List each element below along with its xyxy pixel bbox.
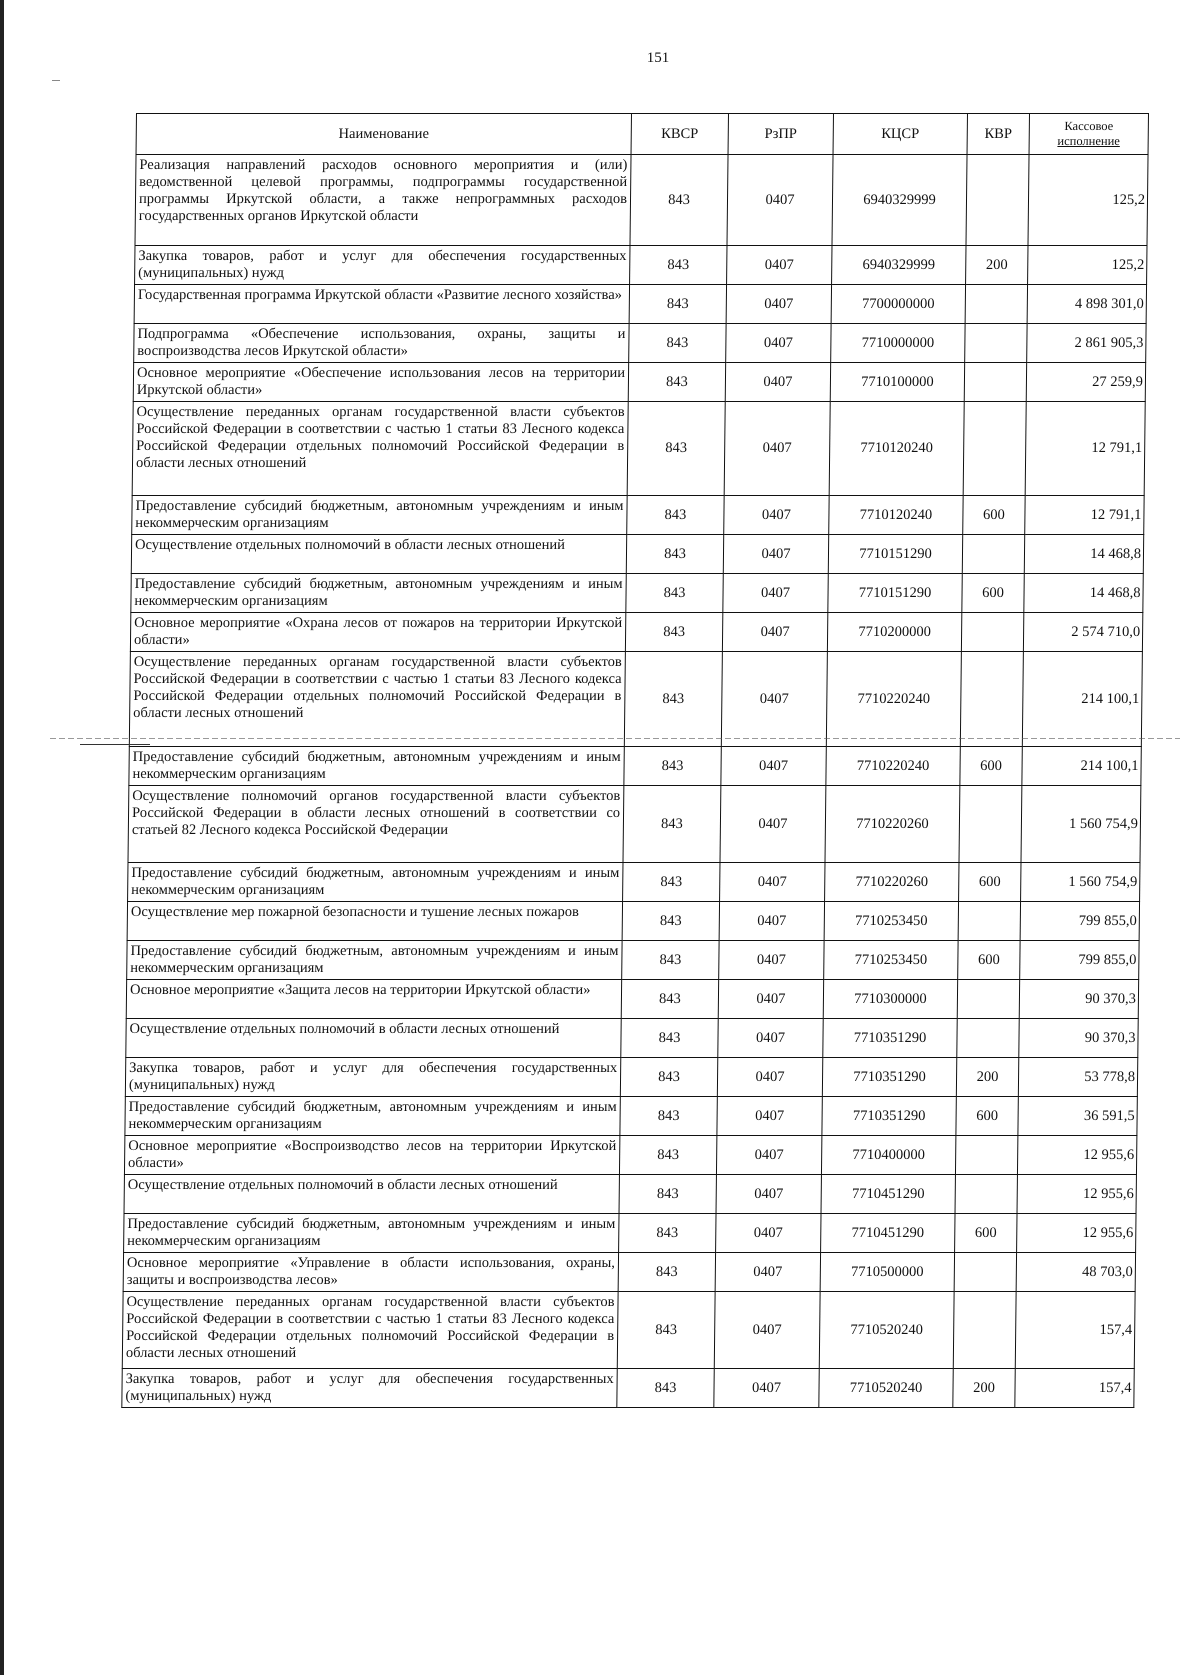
row-kvr	[955, 1136, 1017, 1175]
row-name: Основное мероприятие «Управление в области использования, охраны, защиты и воспроизводства лесов»	[123, 1253, 618, 1292]
row-kvsr: 843	[624, 747, 721, 786]
header-kcsr: КЦСР	[833, 114, 967, 155]
budget-table-wrapper	[121, 113, 1148, 1408]
row-kcsr: 7710351290	[823, 1019, 957, 1058]
row-kcsr: 7710220260	[825, 786, 960, 863]
row-amount: 53 778,8	[1018, 1058, 1137, 1097]
row-amount: 36 591,5	[1018, 1097, 1137, 1136]
header-name: Наименование	[136, 114, 631, 155]
table-row	[122, 1292, 1135, 1369]
table-row	[127, 941, 1139, 980]
row-kvsr: 843	[624, 652, 722, 747]
row-rzpr: 0407	[716, 1214, 821, 1253]
table-row	[135, 155, 1148, 246]
row-kvsr: 843	[620, 1058, 717, 1097]
row-rzpr: 0407	[719, 941, 824, 980]
row-kcsr: 7710300000	[823, 980, 957, 1019]
row-amount: 2 574 710,0	[1023, 613, 1142, 652]
row-kvsr: 843	[622, 902, 719, 941]
row-kvr: 600	[955, 1214, 1017, 1253]
row-rzpr: 0407	[716, 1175, 821, 1214]
row-amount: 214 100,1	[1022, 652, 1142, 747]
row-rzpr: 0407	[716, 1136, 821, 1175]
table-row	[129, 652, 1142, 747]
row-kvsr: 843	[617, 1292, 715, 1369]
table-header-row	[136, 114, 1148, 155]
row-name: Осуществление переданных органам государственной власти субъектов Российской Федерации в соответствии с частью 1 статьи 83 Лесного кодекса Российской Федерации отдельных полномочий Российской Федерации в области лесных отношений	[129, 652, 625, 747]
table-row	[132, 496, 1144, 535]
row-kvsr: 843	[619, 1136, 716, 1175]
row-amount: 12 955,6	[1017, 1214, 1136, 1253]
row-kvsr: 843	[619, 1175, 716, 1214]
row-name: Основное мероприятие «Воспроизводство лесов на территории Иркутской области»	[124, 1136, 619, 1175]
row-name: Осуществление полномочий органов государственной власти субъектов Российской Федерации в области лесных отношений в соответствии со статьей 82 Лесного кодекса Российской Федерации	[128, 786, 624, 863]
row-kvsr: 843	[626, 535, 723, 574]
row-rzpr: 0407	[726, 285, 831, 324]
row-rzpr: 0407	[719, 902, 824, 941]
row-amount: 2 861 905,3	[1027, 324, 1146, 363]
row-kvr	[963, 402, 1026, 496]
row-rzpr: 0407	[721, 652, 827, 747]
row-kvr	[962, 535, 1024, 574]
row-amount: 12 791,1	[1025, 402, 1145, 496]
row-name: Реализация направлений расходов основного мероприятия и (или) ведомственной целевой программы, подпрограммы государственной программы Иркутской области, а также непрограммных расходов государственных органов Иркутской области	[135, 155, 631, 246]
row-rzpr: 0407	[723, 574, 828, 613]
table-row	[126, 980, 1138, 1019]
row-kvsr: 843	[630, 246, 727, 285]
row-amount: 214 100,1	[1022, 747, 1141, 786]
row-kvr	[965, 285, 1027, 324]
row-name: Предоставление субсидий бюджетным, автономным учреждениям и иным некоммерческим организациям	[132, 496, 627, 535]
row-kcsr: 7710520240	[819, 1292, 954, 1369]
row-name: Основное мероприятие «Защита лесов на территории Иркутской области»	[126, 980, 621, 1019]
row-name: Предоставление субсидий бюджетным, автономным учреждениям и иным некоммерческим организациям	[128, 863, 623, 902]
row-kcsr: 7710220260	[825, 863, 959, 902]
table-row	[124, 1214, 1136, 1253]
row-rzpr: 0407	[720, 863, 825, 902]
table-row	[125, 1097, 1137, 1136]
row-kcsr: 7710451290	[821, 1214, 955, 1253]
row-kvr	[964, 363, 1026, 402]
table-row	[124, 1175, 1136, 1214]
row-kvr	[954, 1253, 1016, 1292]
row-kvr: 600	[960, 747, 1022, 786]
row-amount: 90 370,3	[1019, 980, 1138, 1019]
row-name: Осуществление отдельных полномочий в области лесных отношений	[124, 1175, 619, 1214]
header-kvr: КВР	[967, 114, 1029, 155]
row-kvr	[961, 613, 1023, 652]
header-kvsr: КВСР	[631, 114, 728, 155]
row-amount: 27 259,9	[1026, 363, 1145, 402]
row-kcsr: 7710451290	[821, 1175, 955, 1214]
row-kcsr: 7710520240	[819, 1369, 953, 1408]
row-kvr	[953, 1292, 1016, 1369]
table-row	[125, 1058, 1137, 1097]
table-row	[134, 285, 1146, 324]
row-kcsr: 7710500000	[820, 1253, 954, 1292]
row-amount: 799 855,0	[1020, 941, 1139, 980]
row-kvr	[955, 1175, 1017, 1214]
scan-left-edge	[0, 0, 4, 1675]
row-name: Осуществление мер пожарной безопасности и тушение лесных пожаров	[127, 902, 622, 941]
row-rzpr: 0407	[724, 496, 829, 535]
row-kvr	[959, 786, 1022, 863]
header-exec-line2: исполнение	[1057, 134, 1120, 148]
row-kcsr: 7710253450	[824, 941, 958, 980]
row-name: Осуществление отдельных полномочий в области лесных отношений	[126, 1019, 621, 1058]
table-row	[124, 1136, 1136, 1175]
row-kvsr: 843	[626, 574, 723, 613]
table-row	[127, 902, 1139, 941]
row-kcsr: 7710000000	[831, 324, 965, 363]
table-row	[135, 246, 1147, 285]
table-row	[128, 863, 1140, 902]
row-amount: 1 560 754,9	[1021, 786, 1141, 863]
row-kvr: 600	[959, 863, 1021, 902]
row-kcsr: 7710220240	[826, 747, 960, 786]
row-rzpr: 0407	[720, 786, 826, 863]
row-amount: 14 468,8	[1024, 574, 1143, 613]
row-amount: 12 955,6	[1017, 1175, 1136, 1214]
row-rzpr: 0407	[714, 1369, 819, 1408]
row-kvr: 200	[956, 1058, 1018, 1097]
row-amount: 799 855,0	[1020, 902, 1139, 941]
table-row	[134, 324, 1146, 363]
row-name: Осуществление отдельных полномочий в области лесных отношений	[131, 535, 626, 574]
row-kvr	[957, 980, 1019, 1019]
row-name: Государственная программа Иркутской области «Развитие лесного хозяйства»	[134, 285, 629, 324]
row-kcsr: 6940329999	[832, 155, 967, 246]
row-kcsr: 7710151290	[828, 574, 962, 613]
header-rzpr: РзПР	[728, 114, 833, 155]
row-name: Основное мероприятие «Обеспечение использования лесов на территории Иркутской области»	[133, 363, 628, 402]
row-kvsr: 843	[621, 1019, 718, 1058]
row-kcsr: 7710400000	[821, 1136, 955, 1175]
row-name: Предоставление субсидий бюджетным, автономным учреждениям и иным некоммерческим организациям	[127, 941, 622, 980]
row-rzpr: 0407	[726, 324, 831, 363]
row-amount: 125,2	[1028, 155, 1148, 246]
scan-mark	[52, 80, 60, 81]
row-kcsr: 7710351290	[822, 1097, 956, 1136]
row-kcsr: 7710200000	[827, 613, 961, 652]
row-kvr: 600	[956, 1097, 1018, 1136]
row-rzpr: 0407	[717, 1097, 822, 1136]
page-number: 151	[646, 50, 670, 66]
row-name: Предоставление субсидий бюджетным, автономным учреждениям и иным некоммерческим организациям	[125, 1097, 620, 1136]
row-name: Осуществление переданных органам государственной власти субъектов Российской Федерации в соответствии с частью 1 статьи 83 Лесного кодекса Российской Федерации отдельных полномочий Российской Федерации в области лесных отношений	[122, 1292, 618, 1369]
row-kvr	[958, 902, 1020, 941]
row-kvr: 600	[958, 941, 1020, 980]
row-kvsr: 843	[625, 613, 722, 652]
row-kcsr: 6940329999	[832, 246, 966, 285]
row-rzpr: 0407	[722, 613, 827, 652]
row-rzpr: 0407	[714, 1292, 820, 1369]
table-row	[129, 747, 1141, 786]
row-kcsr: 7710220240	[826, 652, 961, 747]
row-kvsr: 843	[629, 285, 726, 324]
row-kvr	[965, 324, 1027, 363]
row-kvsr: 843	[617, 1369, 714, 1408]
row-name: Подпрограмма «Обеспечение использования, охраны, защиты и воспроизводства лесов Иркутской области»	[134, 324, 629, 363]
row-rzpr: 0407	[715, 1253, 820, 1292]
row-name: Закупка товаров, работ и услуг для обеспечения государственных (муниципальных) нужд	[125, 1058, 620, 1097]
row-amount: 90 370,3	[1019, 1019, 1138, 1058]
header-exec	[1029, 114, 1148, 155]
row-name: Осуществление переданных органам государственной власти субъектов Российской Федерации в соответствии с частью 1 статьи 83 Лесного кодекса Российской Федерации отдельных полномочий Российской Федерации в области лесных отношений	[132, 402, 628, 496]
row-kvr: 200	[966, 246, 1028, 285]
row-kvsr: 843	[623, 786, 721, 863]
header-exec-line1: Кассовое	[1064, 119, 1114, 133]
row-name: Закупка товаров, работ и услуг для обеспечения государственных (муниципальных) нужд	[122, 1369, 617, 1408]
row-kcsr: 7700000000	[831, 285, 965, 324]
row-kvsr: 843	[629, 324, 726, 363]
row-name: Предоставление субсидий бюджетным, автономным учреждениям и иным некоммерческим организациям	[131, 574, 626, 613]
row-name: Предоставление субсидий бюджетным, автономным учреждениям и иным некоммерческим организациям	[129, 747, 624, 786]
row-amount: 157,4	[1015, 1292, 1135, 1369]
row-amount: 12 955,6	[1017, 1136, 1136, 1175]
row-kvsr: 843	[618, 1253, 715, 1292]
row-kvr: 600	[962, 574, 1024, 613]
row-kvr: 600	[963, 496, 1025, 535]
row-amount: 48 703,0	[1016, 1253, 1135, 1292]
row-kvsr: 843	[619, 1214, 716, 1253]
table-row	[128, 786, 1141, 863]
row-kvsr: 843	[623, 863, 720, 902]
row-kcsr: 7710253450	[824, 902, 958, 941]
row-kcsr: 7710151290	[828, 535, 962, 574]
table-row	[132, 402, 1145, 496]
row-amount: 125,2	[1028, 246, 1147, 285]
row-amount: 12 791,1	[1025, 496, 1144, 535]
row-rzpr: 0407	[717, 1058, 822, 1097]
table-row	[131, 535, 1143, 574]
row-kvsr: 843	[620, 1097, 717, 1136]
row-kvsr: 843	[621, 980, 718, 1019]
table-row	[126, 1019, 1138, 1058]
row-rzpr: 0407	[723, 535, 828, 574]
row-name: Основное мероприятие «Охрана лесов от пожаров на территории Иркутской области»	[130, 613, 625, 652]
scan-artifact-line	[50, 738, 1180, 739]
row-rzpr: 0407	[727, 155, 833, 246]
scan-artifact-line-2	[80, 744, 150, 745]
row-kvr: 200	[953, 1369, 1015, 1408]
row-rzpr: 0407	[724, 402, 830, 496]
row-kvr	[966, 155, 1029, 246]
row-amount: 14 468,8	[1024, 535, 1143, 574]
row-rzpr: 0407	[727, 246, 832, 285]
row-rzpr: 0407	[721, 747, 826, 786]
table-body	[122, 155, 1148, 1408]
row-amount: 1 560 754,9	[1021, 863, 1140, 902]
row-kvsr: 843	[627, 496, 724, 535]
row-amount: 4 898 301,0	[1027, 285, 1146, 324]
row-kvsr: 843	[622, 941, 719, 980]
table-row	[130, 613, 1142, 652]
row-kvsr: 843	[630, 155, 728, 246]
row-rzpr: 0407	[718, 980, 823, 1019]
table-row	[133, 363, 1145, 402]
row-name: Закупка товаров, работ и услуг для обеспечения государственных (муниципальных) нужд	[135, 246, 630, 285]
row-amount: 157,4	[1015, 1369, 1134, 1408]
table-row	[131, 574, 1143, 613]
row-kcsr: 7710351290	[822, 1058, 956, 1097]
row-kcsr: 7710100000	[830, 363, 964, 402]
row-kvsr: 843	[627, 402, 725, 496]
row-kvr	[957, 1019, 1019, 1058]
row-name: Предоставление субсидий бюджетным, автономным учреждениям и иным некоммерческим организациям	[124, 1214, 619, 1253]
table-row	[123, 1253, 1135, 1292]
budget-table	[121, 113, 1149, 1408]
row-rzpr: 0407	[718, 1019, 823, 1058]
table-row	[122, 1369, 1134, 1408]
row-kvr	[960, 652, 1023, 747]
row-kvsr: 843	[628, 363, 725, 402]
row-kcsr: 7710120240	[829, 496, 963, 535]
row-kcsr: 7710120240	[829, 402, 964, 496]
row-rzpr: 0407	[725, 363, 830, 402]
